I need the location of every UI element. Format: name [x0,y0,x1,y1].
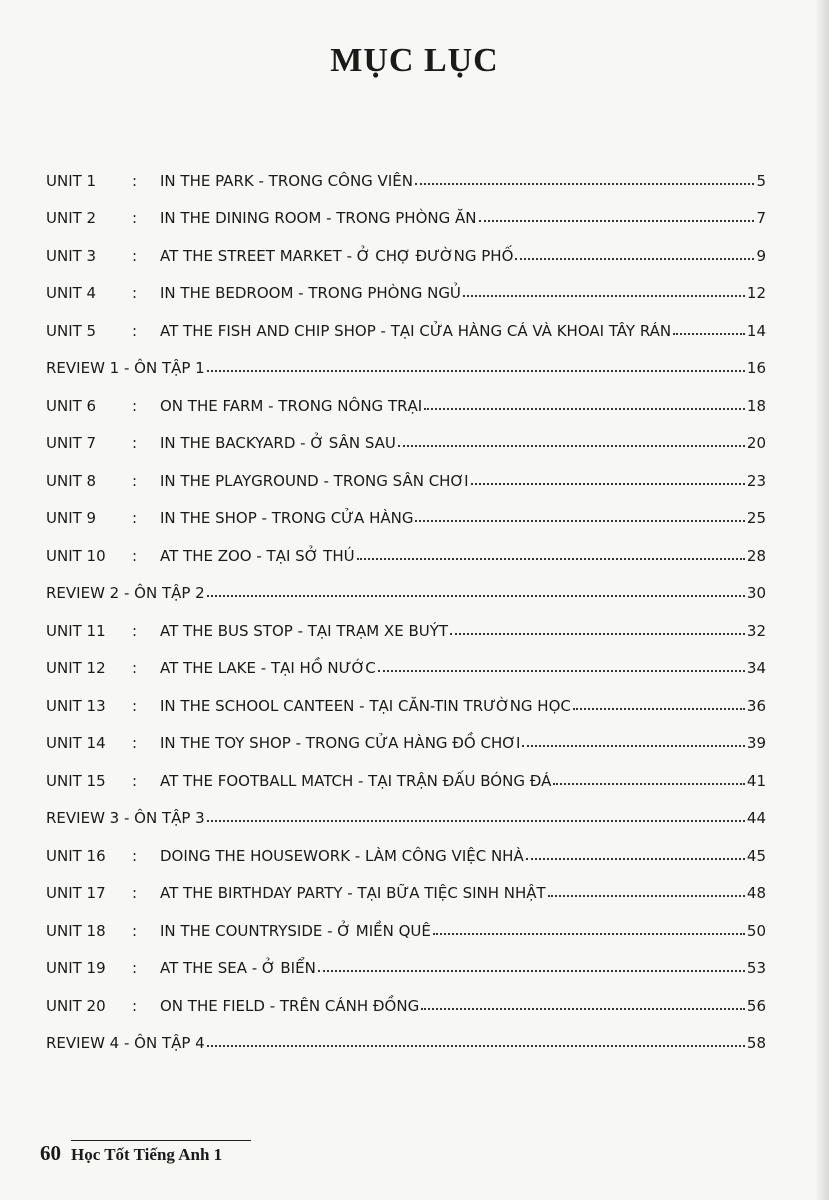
toc-separator: : [132,846,138,865]
toc-dot-leader [526,858,745,860]
toc-dot-leader [548,895,745,897]
toc-page-number: 20 [746,434,766,452]
toc-page-number: 23 [746,471,766,490]
toc-unit-row [46,190,766,228]
toc-entry-title: REVIEW 1 - ÔN TẬP 1 [46,359,205,377]
toc-separator: : [132,734,138,752]
page-footer [40,1140,251,1166]
toc-dot-leader [553,783,745,785]
toc-unit-label: UNIT 7 [46,434,97,452]
toc-dot-leader [573,708,745,710]
toc-page-number: 14 [746,321,766,340]
toc-dot-leader [673,333,745,335]
toc-dot-leader [207,1045,745,1047]
toc-dot-leader [357,558,745,560]
toc-unit-row [46,977,766,1015]
toc-dot-leader [207,595,745,597]
toc-unit-label: UNIT 16 [46,846,106,865]
toc-page-number: 28 [746,546,766,565]
toc-entry-title: ON THE FIELD - TRÊN CÁNH ĐỒNG [160,996,420,1015]
toc-review-row [46,565,766,603]
toc-page-number: 32 [746,621,766,640]
toc-unit-label: UNIT 13 [46,696,106,715]
page-title: MỤC LỤC [330,42,499,79]
toc-entry-title: REVIEW 4 - ÔN TẬP 4 [46,1034,205,1052]
toc-unit-row [46,677,766,715]
toc-entry-title: IN THE PLAYGROUND - TRONG SÂN CHƠI [160,471,469,490]
toc-unit-row [46,302,766,340]
page-number: 60 [40,1141,61,1165]
toc-separator: : [132,659,138,677]
toc-page-number: 39 [746,734,766,752]
toc-separator: : [132,284,138,302]
toc-unit-row [46,490,766,528]
toc-dot-leader [463,295,745,297]
toc-dot-leader [378,670,745,672]
toc-dot-leader [522,745,745,747]
toc-separator: : [132,921,138,940]
toc-entry-title: AT THE STREET MARKET - Ở CHỢ ĐƯỜNG PHỐ [160,246,514,265]
toc-dot-leader [479,220,755,222]
toc-page-number: 58 [746,1034,766,1052]
toc-unit-row [46,865,766,903]
toc-dot-leader [398,445,745,447]
toc-separator: : [132,621,138,640]
toc-separator: : [132,209,138,227]
toc-dot-leader [421,1008,745,1010]
toc-unit-label: UNIT 2 [46,209,97,227]
toc-page-number: 5 [756,171,766,190]
toc-entry-title: AT THE BUS STOP - TẠI TRẠM XE BUÝT [160,621,449,640]
toc-dot-leader [318,970,745,972]
toc-dot-leader [471,483,745,485]
toc-separator: : [132,959,138,977]
toc-separator: : [132,771,138,790]
toc-dot-leader [415,183,755,185]
table-of-contents [46,152,766,1052]
toc-page-number: 34 [746,659,766,677]
toc-separator: : [132,471,138,490]
toc-unit-label: UNIT 15 [46,771,106,790]
toc-separator: : [132,396,138,415]
toc-dot-leader [207,820,745,822]
toc-dot-leader [450,633,745,635]
toc-entry-title: IN THE PARK - TRONG CÔNG VIÊN [160,171,413,190]
toc-unit-label: UNIT 12 [46,659,106,677]
toc-page-number: 45 [746,846,766,865]
toc-entry-title: IN THE BACKYARD - Ở SÂN SAU [160,434,396,452]
toc-page-number: 18 [746,396,766,415]
toc-entry-title: IN THE DINING ROOM - TRONG PHÒNG ĂN [160,209,477,227]
toc-separator: : [132,996,138,1015]
toc-dot-leader [415,520,744,522]
toc-page-number: 30 [746,584,766,602]
toc-unit-label: UNIT 5 [46,321,97,340]
toc-entry-title: IN THE SHOP - TRONG CỬA HÀNG [160,509,414,527]
toc-separator: : [132,546,138,565]
toc-page-number: 48 [746,884,766,902]
toc-entry-title: AT THE FOOTBALL MATCH - TẠI TRẬN ĐẤU BÓNG ĐÁ [160,771,552,790]
toc-separator: : [132,696,138,715]
toc-unit-row [46,940,766,978]
toc-separator: : [132,246,138,265]
toc-unit-row [46,415,766,453]
toc-page-number: 36 [746,696,766,715]
toc-page-number: 16 [746,359,766,377]
toc-page-number: 44 [746,809,766,827]
toc-page-number: 56 [746,996,766,1015]
toc-unit-label: UNIT 3 [46,246,97,265]
toc-dot-leader [207,370,745,372]
toc-unit-row [46,752,766,790]
toc-unit-label: UNIT 17 [46,884,106,902]
toc-unit-label: UNIT 9 [46,509,97,527]
toc-entry-title: AT THE BIRTHDAY PARTY - TẠI BỮA TIỆC SINH NHẬT [160,884,546,902]
toc-unit-label: UNIT 11 [46,621,106,640]
toc-unit-row [46,640,766,678]
toc-page-number: 41 [746,771,766,790]
toc-unit-row [46,227,766,265]
toc-unit-label: UNIT 14 [46,734,106,752]
toc-page-number: 53 [746,959,766,977]
toc-unit-label: UNIT 8 [46,471,97,490]
toc-separator: : [132,171,138,190]
toc-entry-title: AT THE FISH AND CHIP SHOP - TẠI CỬA HÀNG CÁ VÀ KHOAI TÂY RÁN [160,321,672,340]
toc-unit-row [46,152,766,190]
toc-unit-row [46,452,766,490]
toc-review-row [46,340,766,378]
toc-entry-title: IN THE TOY SHOP - TRONG CỬA HÀNG ĐỒ CHƠI [160,734,521,752]
toc-unit-label: UNIT 19 [46,959,106,977]
toc-separator: : [132,434,138,452]
toc-entry-title: IN THE COUNTRYSIDE - Ở MIỀN QUÊ [160,921,431,940]
toc-unit-row [46,265,766,303]
toc-entry-title: IN THE SCHOOL CANTEEN - TẠI CĂN-TIN TRƯỜNG HỌC [160,696,571,715]
toc-dot-leader [424,408,745,410]
toc-separator: : [132,321,138,340]
toc-unit-label: UNIT 4 [46,284,97,302]
toc-unit-label: UNIT 20 [46,996,106,1015]
toc-unit-label: UNIT 18 [46,921,106,940]
toc-unit-row [46,715,766,753]
toc-unit-row [46,377,766,415]
toc-entry-title: AT THE LAKE - TẠI HỒ NƯỚC [160,659,376,677]
toc-page-number: 12 [746,284,766,302]
toc-entry-title: DOING THE HOUSEWORK - LÀM CÔNG VIỆC NHÀ [160,846,524,865]
toc-entry-title: AT THE SEA - Ở BIỂN [160,959,316,977]
toc-unit-row [46,902,766,940]
toc-unit-label: UNIT 10 [46,546,106,565]
toc-dot-leader [433,933,745,935]
toc-separator: : [132,509,138,527]
toc-unit-label: UNIT 6 [46,396,97,415]
toc-entry-title: REVIEW 3 - ÔN TẬP 3 [46,809,205,827]
toc-page-number: 7 [756,209,766,227]
toc-entry-title: AT THE ZOO - TẠI SỞ THÚ [160,546,355,565]
toc-entry-title: REVIEW 2 - ÔN TẬP 2 [46,584,205,602]
toc-dot-leader [515,258,754,260]
toc-unit-row [46,527,766,565]
toc-unit-row [46,827,766,865]
toc-separator: : [132,884,138,902]
toc-unit-label: UNIT 1 [46,171,97,190]
toc-entry-title: IN THE BEDROOM - TRONG PHÒNG NGỦ [160,284,461,302]
toc-page-number: 25 [746,509,766,527]
toc-review-row [46,1015,766,1053]
book-title: Học Tốt Tiếng Anh 1 [71,1140,251,1165]
toc-review-row [46,790,766,828]
toc-unit-row [46,602,766,640]
page-edge-shadow [815,0,829,1200]
toc-entry-title: ON THE FARM - TRONG NÔNG TRẠI [160,396,423,415]
toc-page-number: 50 [746,921,766,940]
toc-page-number: 9 [756,246,766,265]
